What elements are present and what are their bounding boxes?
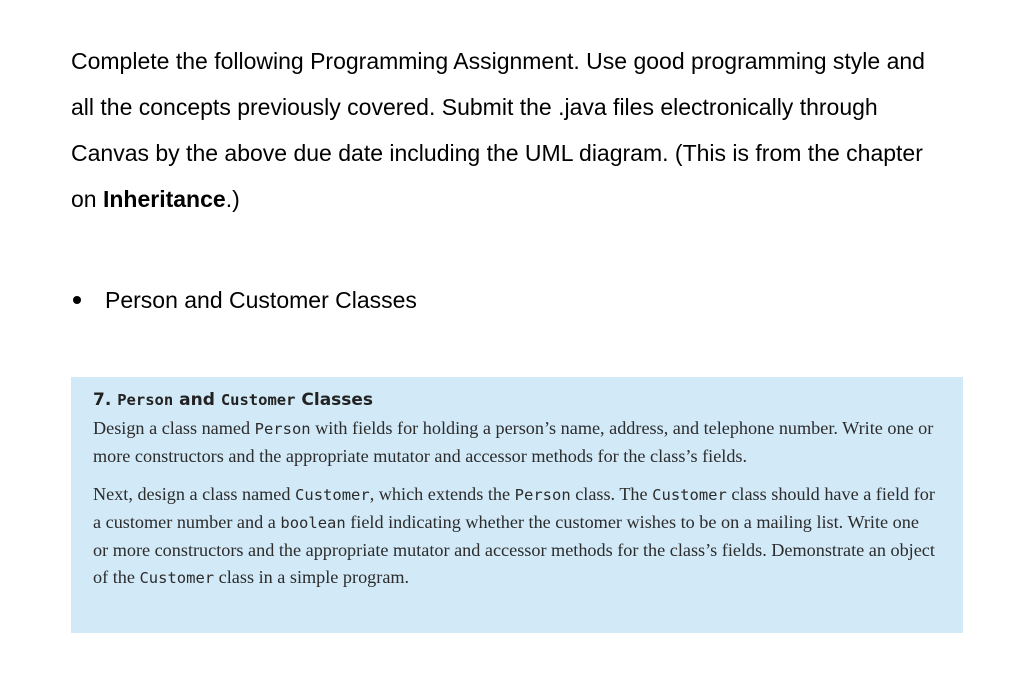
bullet-label: Person and Customer Classes (105, 287, 417, 313)
p2-text-c: class. The (570, 484, 653, 504)
instructions-text: Complete the following Programming Assignment. Use good programming style and all the concepts previously covered. Submit the .java files electronically through Canvas by the above due date including the UML diagram. (This is from the chapter on (71, 48, 925, 212)
instructions-text-end: .) (225, 186, 240, 212)
title-and: and (179, 390, 215, 410)
bullet-icon (73, 296, 81, 304)
title-tail: Classes (301, 390, 374, 410)
p2-text-b: , which extends the (369, 484, 515, 504)
p2-code-3: Customer (652, 486, 727, 504)
assignment-instructions (71, 38, 951, 222)
p2-code-4: boolean (280, 514, 346, 532)
p2-text-e: field indicating whether the customer wishes to be on a mailing list. Write one or more constructors and the appropriate mutator and accessor methods for the class’s fields. Demonstrate an object of the (93, 512, 935, 587)
exercise-paragraph-1 (93, 415, 935, 470)
p2-code-2: Person (514, 486, 571, 504)
exercise-paragraph-2 (93, 481, 935, 592)
title-code-person: Person (117, 391, 174, 409)
exercise-box (71, 377, 963, 633)
title-code-customer: Customer (220, 391, 296, 409)
p2-code-5: Customer (139, 569, 215, 587)
exercise-title (93, 387, 935, 413)
exercise-number: 7. (93, 390, 112, 410)
p2-text-f: class in a simple program. (214, 567, 410, 587)
p2-text-a: Next, design a class named (93, 484, 296, 504)
bullet-list-item (71, 282, 417, 318)
p2-text-d: class should have a field for a customer number and a (93, 484, 935, 532)
chapter-name: Inheritance (102, 186, 226, 212)
p1-text-a: Design a class named (93, 418, 255, 438)
p2-code-1: Customer (295, 486, 370, 504)
p1-code: Person (254, 420, 311, 438)
p1-text-b: with fields for holding a person’s name, address, and telephone number. Write one or more constructors and the appropriate mutator and accessor methods for the class’s fields. (93, 418, 934, 466)
